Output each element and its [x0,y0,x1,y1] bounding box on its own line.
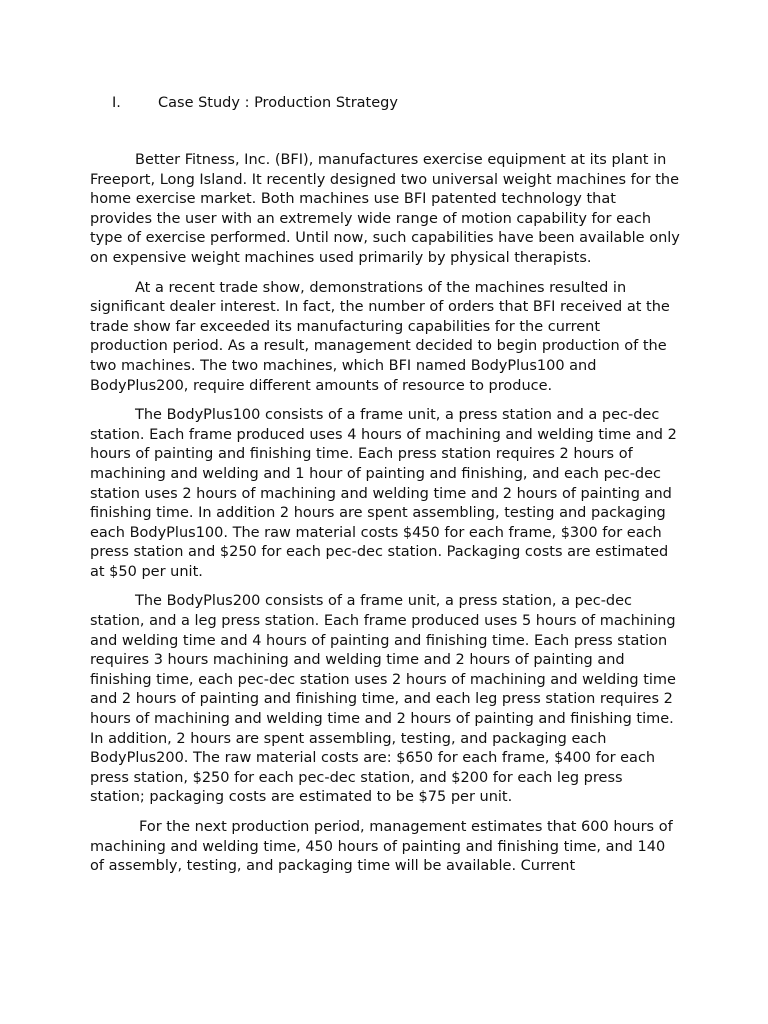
section-heading [112,93,398,113]
case-study-body [90,151,680,887]
paragraph-trade-show: At a recent trade show, demonstrations of the machines resulted in significant dealer interest. In fact, the number of orders that BFI received at the trade show far exceeded its manufacturing capabilities for the current production period. As a result, management decided to begin production of the two machines. The two machines, which BFI named BodyPlus100 and BodyPlus200, require different amounts of resource to produce. [90,279,670,394]
section-title: Case Study : Production Strategy [158,95,398,111]
paragraph-production-period: For the next production period, management estimates that 600 hours of machining and welding time, 450 hours of painting and finishing time, and 140 of assembly, testing, and packaging time will be available. Current [90,819,673,875]
section-number: I. [112,95,121,111]
paragraph-bodyplus200: The BodyPlus200 consists of a frame unit, a press station, a pec-dec station, and a leg press station. Each frame produced uses 5 hours of machining and welding time and 4 hours of painting and finishing time. Each press station requires 3 hours machining and welding time and 2 hours of painting and finishing time, each pec-dec station uses 2 hours of machining and welding time and 2 hours of painting and finishing time, and each leg press station requires 2 hours of machining and welding time and 2 hours of painting and finishing time. In addition, 2 hours are spent assembling, testing, and packaging each BodyPlus200. The raw material costs are: $650 for each frame, $400 for each press station, $250 for each pec-dec station, and $200 for each leg press station; packaging costs are estimated to be $75 per unit. [90,593,676,806]
paragraph-bodyplus100: The BodyPlus100 consists of a frame unit, a press station and a pec-dec station. Each frame produced uses 4 hours of machining and welding time and 2 hours of painting and finishing time. Each press station requires 2 hours of machining and welding and 1 hour of painting and finishing, and each pec-dec station uses 2 hours of machining and welding time and 2 hours of painting and finishing time. In addition 2 hours are spent assembling, testing and packaging each BodyPlus100. The raw material costs $450 for each frame, $300 for each press station and $250 for each pec-dec station. Packaging costs are estimated at $50 per unit. [90,407,677,580]
paragraph-company-intro: Better Fitness, Inc. (BFI), manufactures exercise equipment at its plant in Freeport, Long Island. It recently designed two universal weight machines for the home exercise market. Both machines use BFI patented technology that provides the user with an extremely wide range of motion capability for each type of exercise performed. Until now, such capabilities have been available only on expensive weight machines used primarily by physical therapists. [90,152,680,266]
